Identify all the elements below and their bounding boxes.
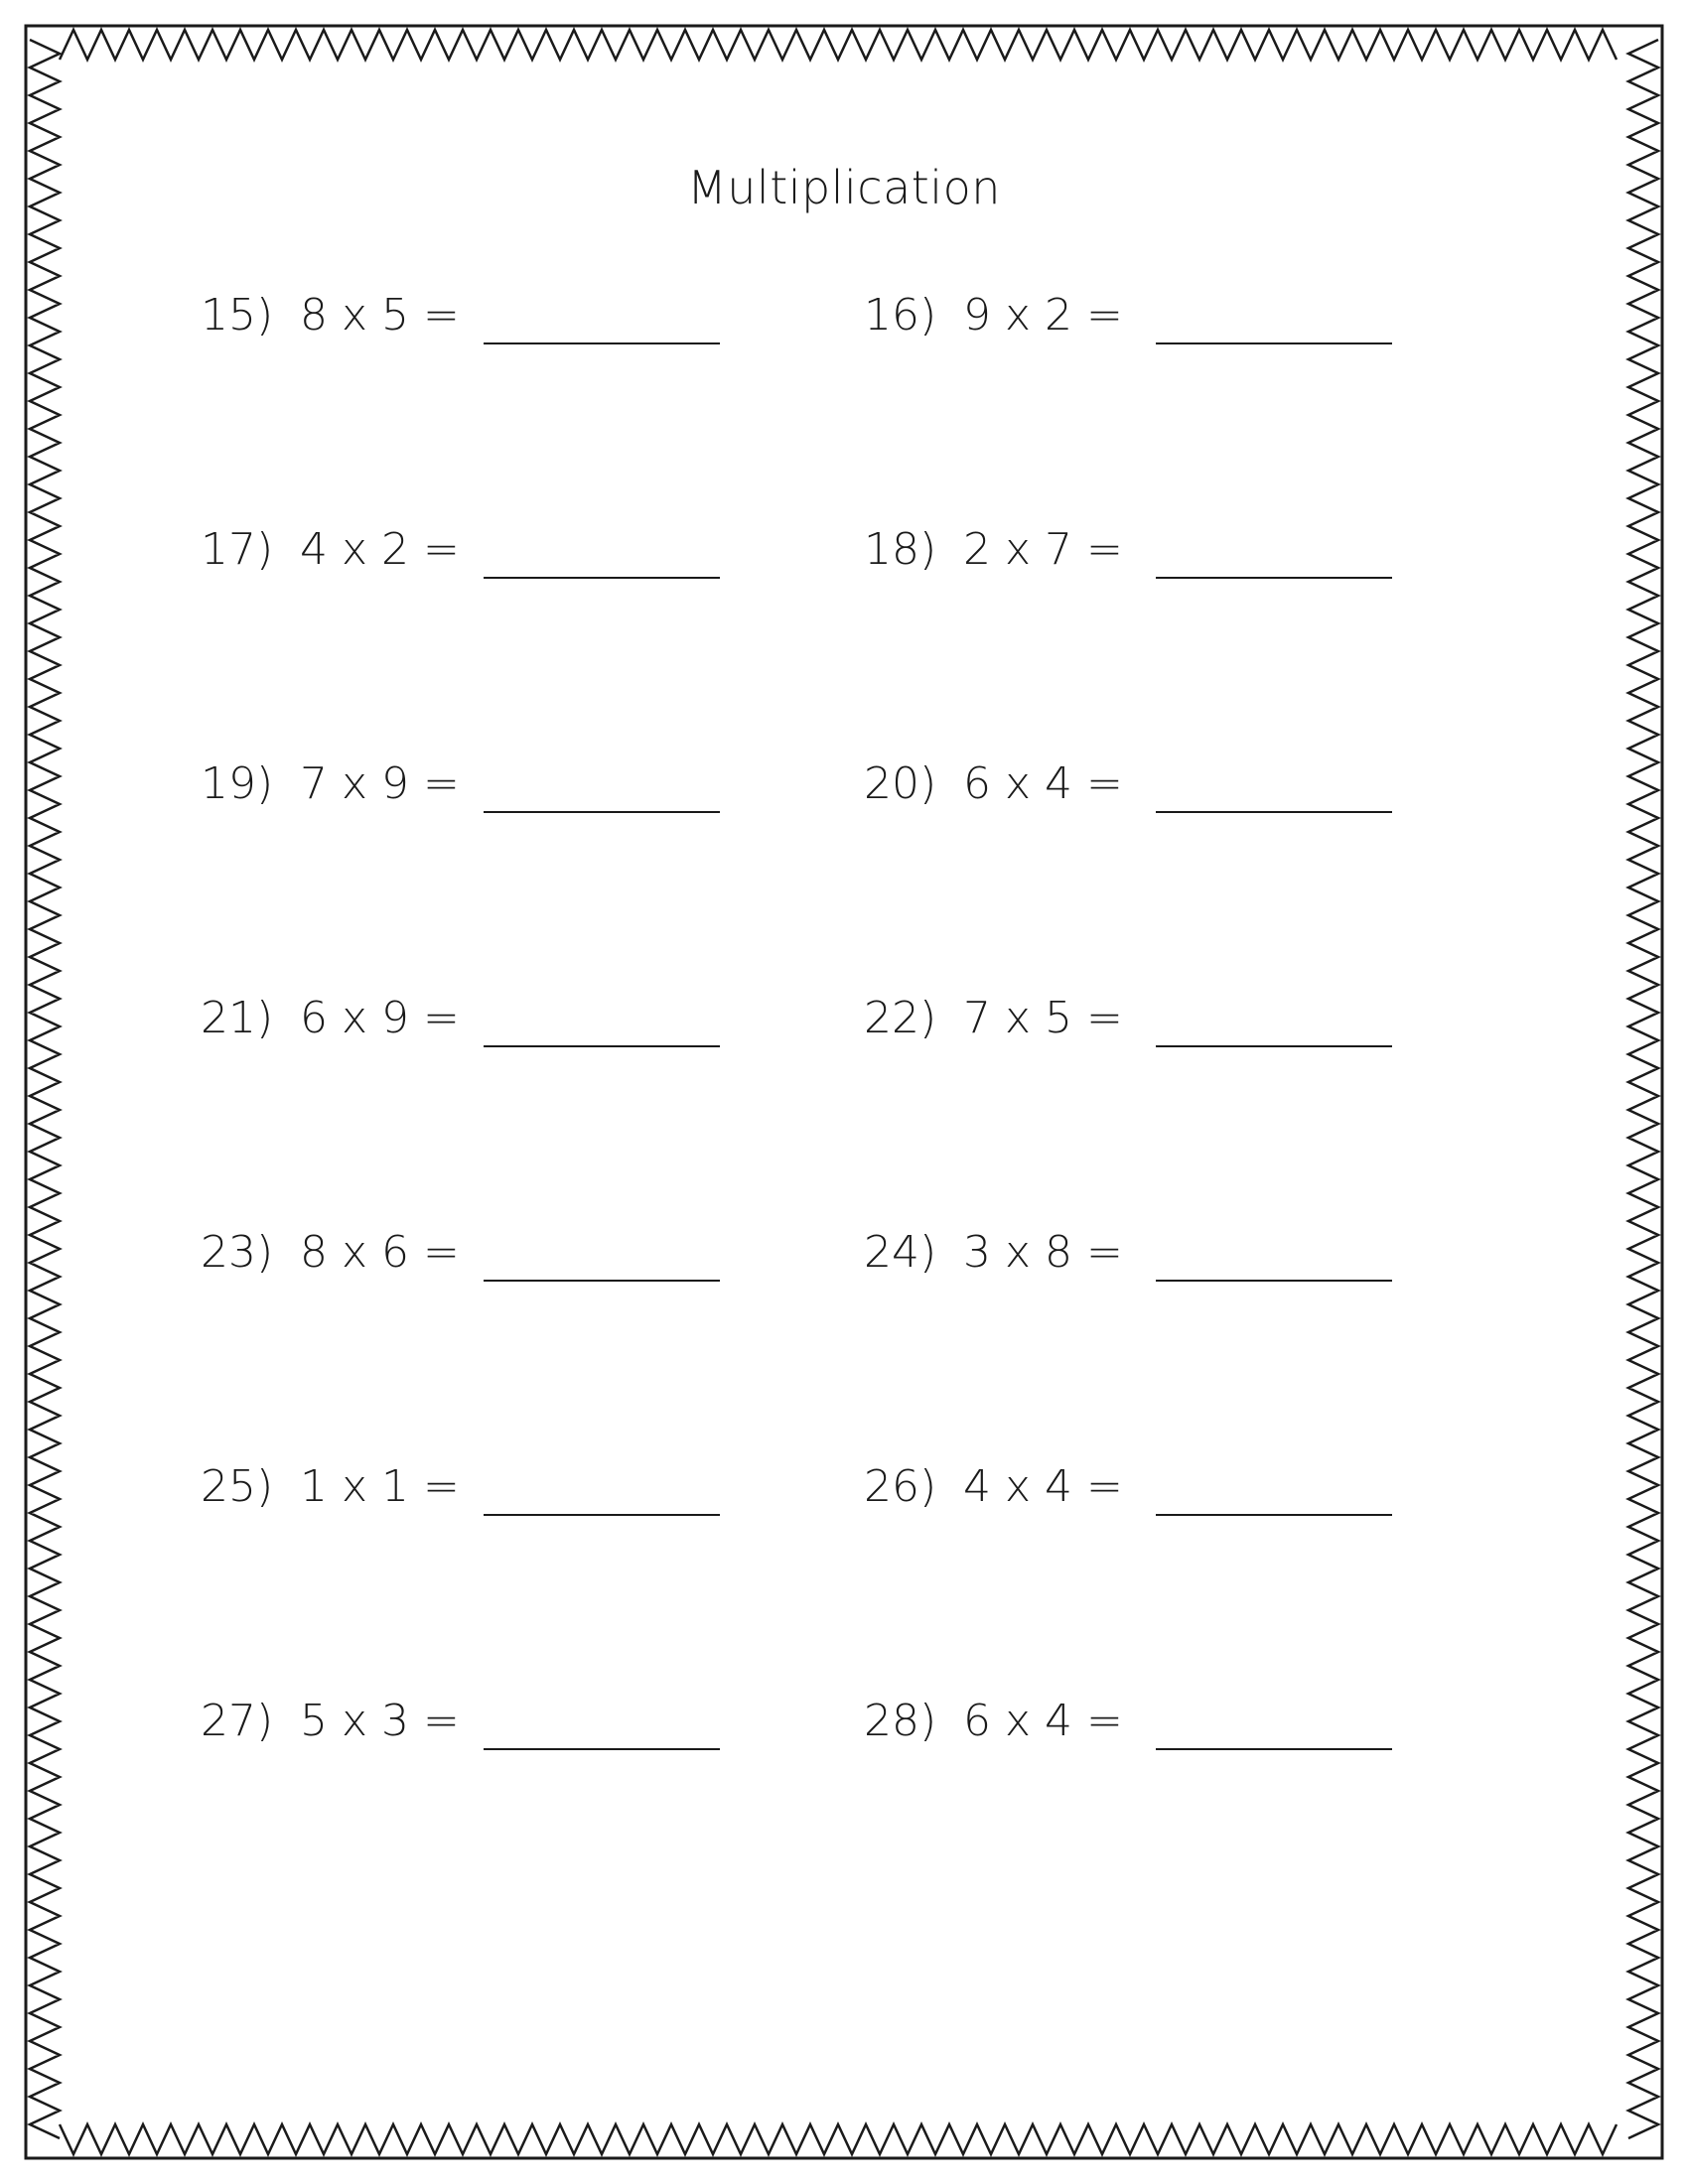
problem-number: 27)	[201, 1696, 274, 1746]
answer-blank[interactable]	[484, 1514, 720, 1516]
problem-number: 20)	[864, 758, 937, 809]
problem-expression: 2 x 7 =	[963, 524, 1123, 575]
problem-number: 18)	[864, 524, 937, 575]
problem-number: 22)	[864, 993, 937, 1043]
problem-number: 23)	[201, 1227, 274, 1278]
border-zigzag-top	[60, 30, 1617, 60]
problem-expression: 4 x 4 =	[963, 1461, 1123, 1512]
answer-blank[interactable]	[484, 1748, 720, 1750]
problem-expression: 8 x 6 =	[300, 1227, 460, 1278]
problem-expression: 9 x 2 =	[963, 290, 1123, 341]
page-title: Multiplication	[687, 161, 1001, 214]
answer-blank[interactable]	[1156, 1748, 1392, 1750]
border-zigzag-right	[1628, 40, 1658, 2138]
problem-number: 15)	[201, 290, 274, 341]
problem-expression: 5 x 3 =	[300, 1696, 460, 1746]
problem-expression: 1 x 1 =	[300, 1461, 460, 1512]
answer-blank[interactable]	[484, 342, 720, 344]
problem-expression: 7 x 5 =	[963, 993, 1123, 1043]
problem-number: 26)	[864, 1461, 937, 1512]
problem-expression: 7 x 9 =	[300, 758, 460, 809]
answer-blank[interactable]	[1156, 1045, 1392, 1047]
answer-blank[interactable]	[1156, 342, 1392, 344]
border-outline	[26, 26, 1662, 2158]
problem-expression: 3 x 8 =	[963, 1227, 1123, 1278]
answer-blank[interactable]	[1156, 577, 1392, 579]
answer-blank[interactable]	[484, 1280, 720, 1282]
problem-expression: 6 x 4 =	[963, 1696, 1123, 1746]
border-zigzag-bottom	[60, 2124, 1617, 2154]
problem-number: 16)	[864, 290, 937, 341]
problem-expression: 8 x 5 =	[300, 290, 460, 341]
problem-expression: 6 x 9 =	[300, 993, 460, 1043]
answer-blank[interactable]	[484, 811, 720, 813]
answer-blank[interactable]	[1156, 1514, 1392, 1516]
problem-number: 19)	[201, 758, 274, 809]
problem-number: 17)	[201, 524, 274, 575]
border-zigzag-left	[30, 40, 60, 2138]
problem-expression: 6 x 4 =	[963, 758, 1123, 809]
problem-expression: 4 x 2 =	[300, 524, 460, 575]
answer-blank[interactable]	[1156, 1280, 1392, 1282]
problem-number: 25)	[201, 1461, 274, 1512]
answer-blank[interactable]	[1156, 811, 1392, 813]
problem-number: 21)	[201, 993, 274, 1043]
answer-blank[interactable]	[484, 1045, 720, 1047]
answer-blank[interactable]	[484, 577, 720, 579]
problem-number: 28)	[864, 1696, 937, 1746]
problem-number: 24)	[864, 1227, 937, 1278]
